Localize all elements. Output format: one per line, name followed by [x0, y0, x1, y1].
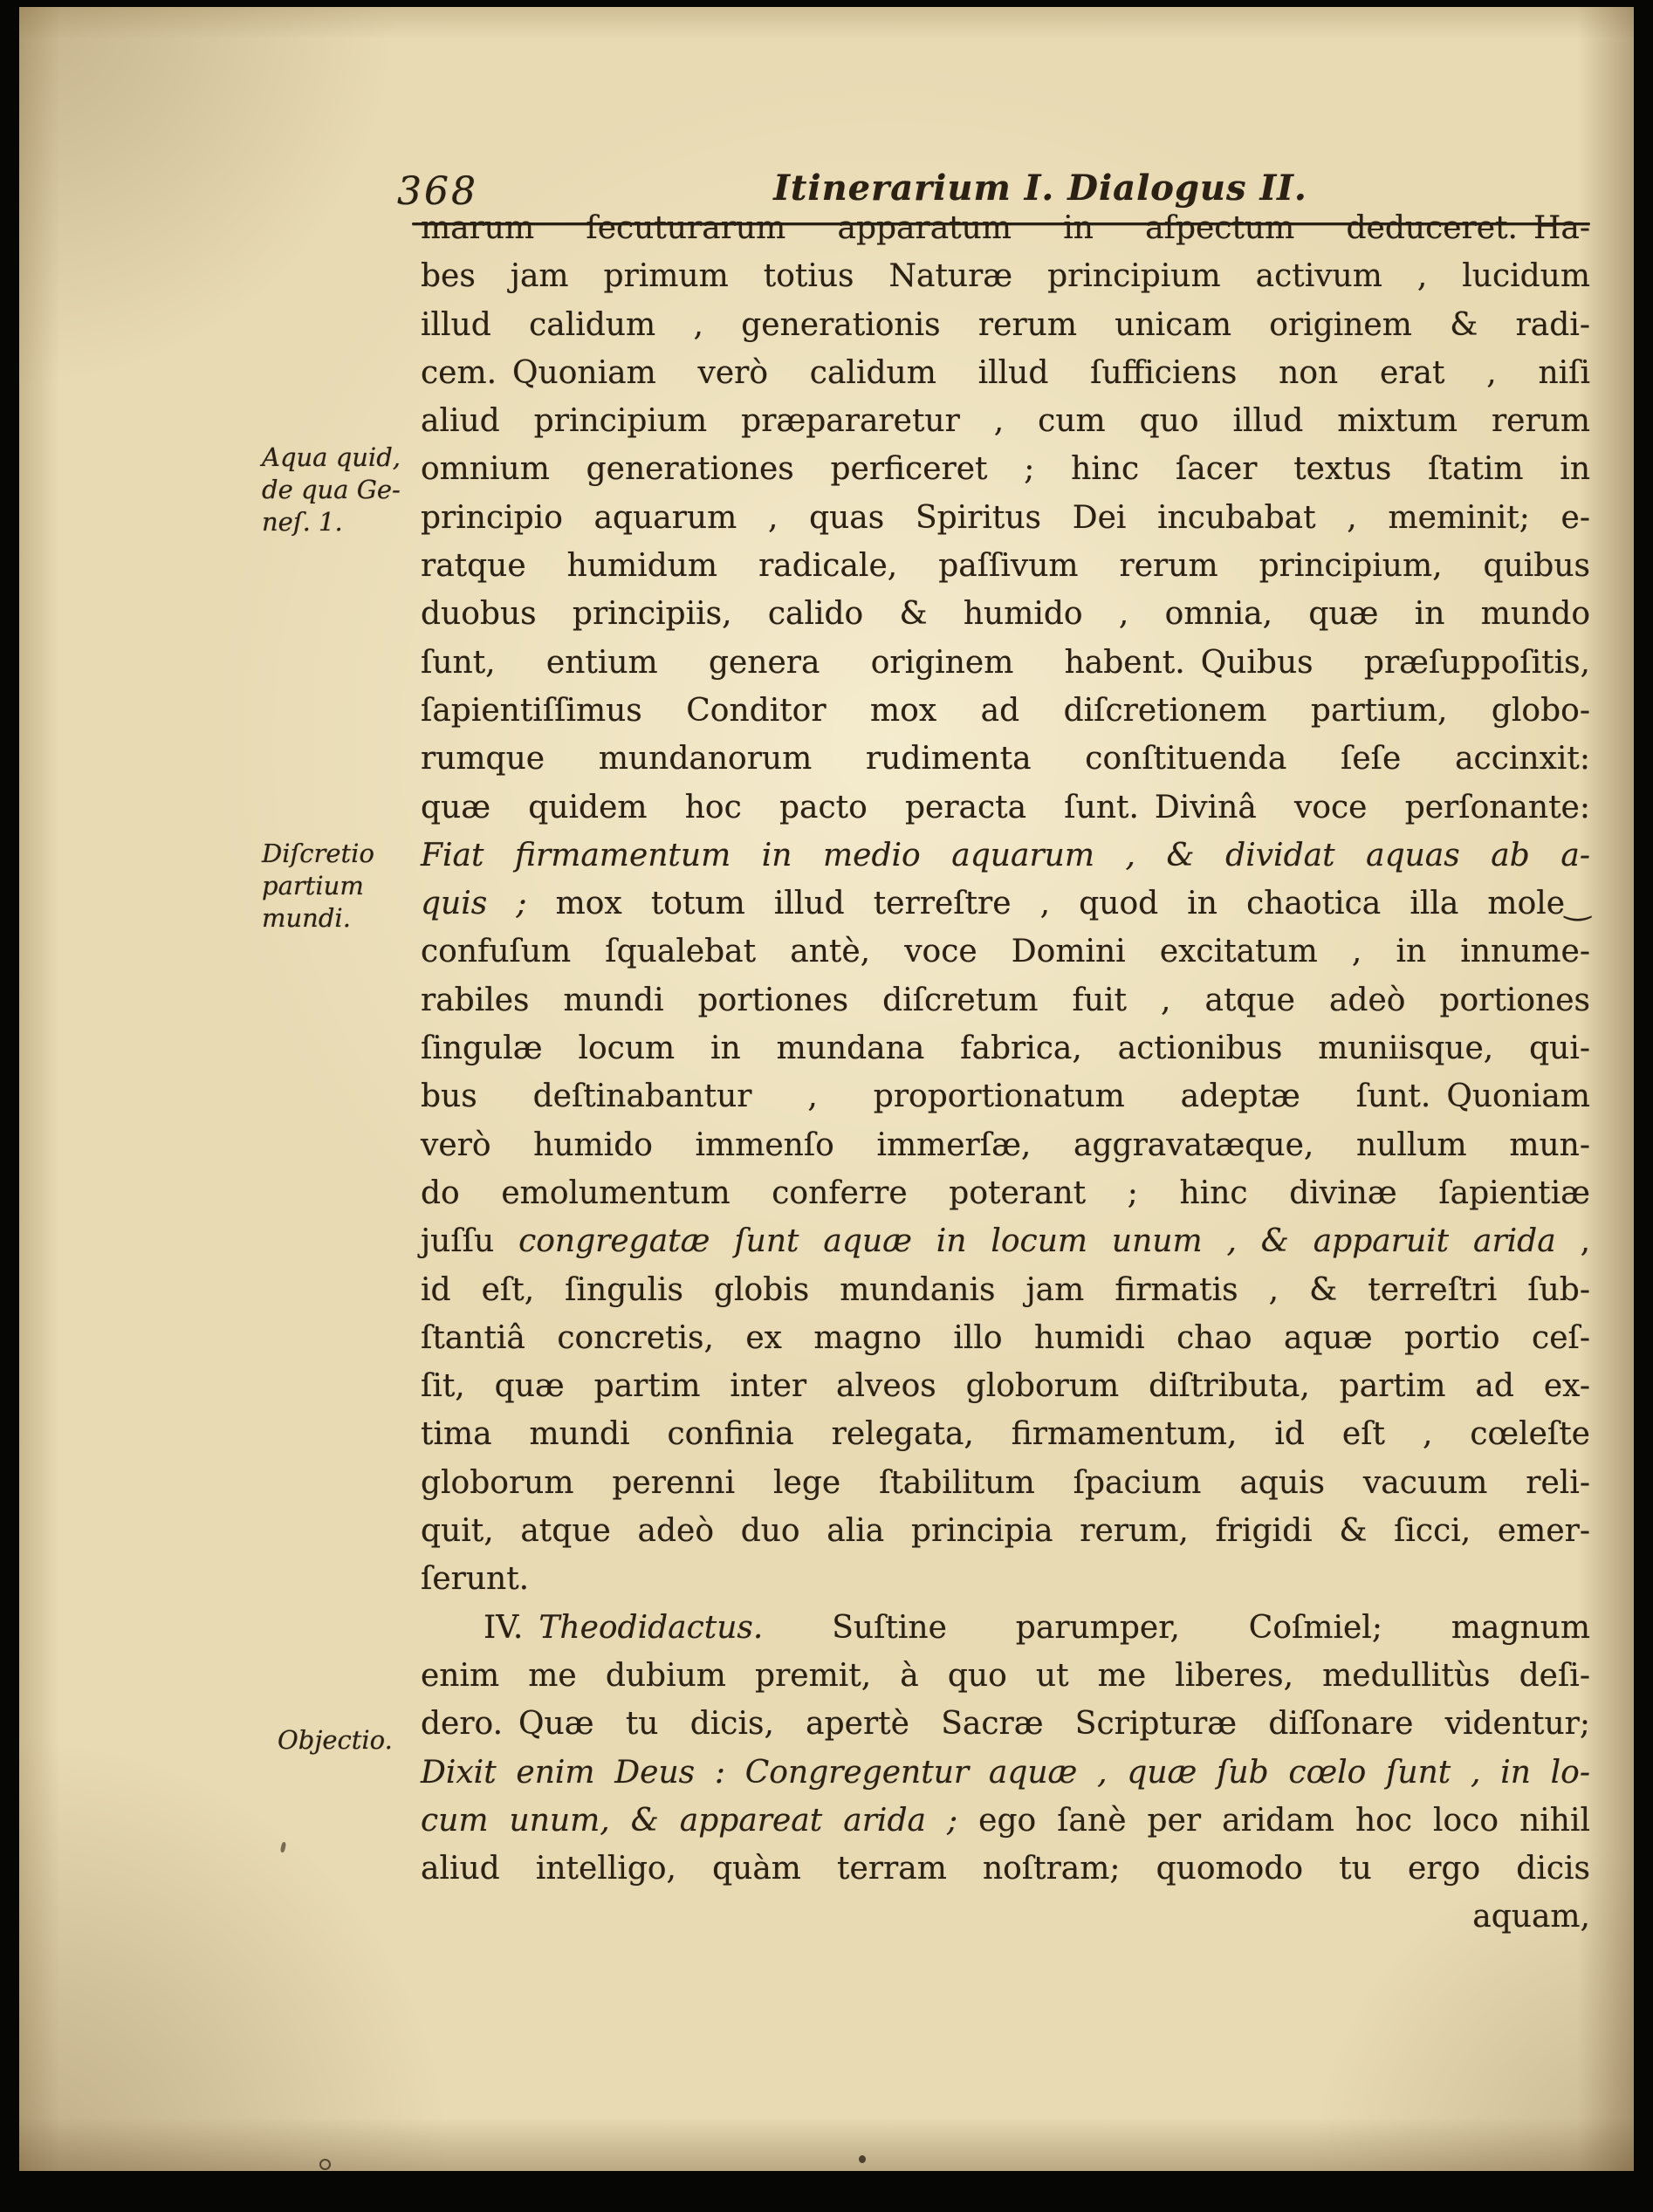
paper-speck: [280, 1842, 286, 1853]
italic-text-segment: Fiat firmamentum in medio aquarum , & dividat aquas ab a-: [421, 837, 1590, 873]
text-line: [421, 1652, 1590, 1700]
text-segment: id eſt, ſingulis globis mundanis jam firmatis , & terreſtri ſub-: [421, 1271, 1590, 1308]
margin-note-line: de qua Ge-: [262, 475, 401, 504]
text-segment: rabiles mundi portiones diſcretum fuit , atque adeò portiones: [421, 982, 1590, 1018]
margin-note-discretio-partium: [262, 838, 419, 935]
text-line: [421, 590, 1590, 638]
text-segment: confuſum ſqualebat antè, voce Domini excitatum , in innume-: [421, 934, 1590, 970]
text-line: [421, 1314, 1590, 1362]
text-segment: dero. Quæ tu dicis, apertè Sacræ Scripturæ diſſonare videntur;: [421, 1706, 1590, 1743]
text-segment: quit, atque adeò duo alia principia rerum, frigidi & ſicci, emer-: [421, 1513, 1590, 1550]
paper-speck: [859, 2155, 866, 2163]
text-segment: ſerunt.: [421, 1561, 530, 1598]
text-segment: ſunt, entium genera originem habent. Quibus præſuppoſitis,: [421, 644, 1590, 681]
italic-text-segment: congregatæ ſunt aquæ in locum unum , & apparuit arida: [518, 1223, 1556, 1260]
text-segment: ratque humidum radicale, paſſivum rerum principium, quibus: [421, 548, 1590, 585]
text-segment: bus deſtinabantur , proportionatum adeptæ ſunt. Quoniam: [421, 1079, 1590, 1115]
text-segment: do emolumentum conferre poterant ; hinc divinæ ſapientiæ: [421, 1174, 1590, 1211]
margin-note-line: Diſcretio: [262, 839, 374, 868]
text-segment: cem. Quoniam verò calidum illud ſufficiens non erat , niſi: [421, 354, 1590, 391]
text-line: [421, 1749, 1590, 1797]
text-segment: globorum perenni lege ſtabilitum ſpacium aquis vacuum reli-: [421, 1464, 1590, 1501]
text-segment: aliud principium præpararetur , cum quo illud mixtum rerum: [421, 403, 1590, 440]
text-segment: ſapientiſſimus Conditor mox ad diſcretionem partium, globo-: [421, 692, 1590, 729]
text-segment: ſit, quæ partim inter alveos globorum diſtributa, partim ad ex-: [421, 1368, 1590, 1405]
text-segment: juſſu: [421, 1223, 519, 1260]
text-line: [421, 1024, 1590, 1072]
text-line: [421, 1555, 1590, 1603]
text-line: [421, 880, 1590, 928]
text-line: [421, 784, 1590, 832]
text-line: [421, 445, 1590, 493]
text-segment: bes jam primum totius Naturæ principium activum , lucidum: [421, 258, 1590, 295]
text-line: [421, 1700, 1590, 1748]
text-segment: principio aquarum , quas Spiritus Dei incubabat , meminit; e-: [421, 499, 1590, 536]
text-line: [421, 1410, 1590, 1458]
text-segment: aquam,: [1472, 1899, 1590, 1935]
text-segment: ,: [1555, 1223, 1591, 1260]
text-line: [421, 1604, 1590, 1652]
text-segment: enim me dubium premit, à quo ut me liberes, medullitùs deſi-: [421, 1657, 1590, 1694]
text-line: [421, 301, 1590, 349]
text-line: [421, 639, 1590, 687]
text-line: [421, 204, 1590, 252]
text-line: [421, 1797, 1590, 1845]
text-line: [421, 1845, 1590, 1893]
margin-note-line: mundi.: [262, 903, 351, 933]
text-line: [421, 1266, 1590, 1314]
italic-text-segment: Theodidactus.: [538, 1609, 764, 1646]
text-line: [421, 349, 1590, 397]
page-scan: [19, 7, 1634, 2171]
text-segment: illud calidum , generationis rerum unicam originem & radi-: [421, 306, 1590, 343]
body-text: [421, 204, 1590, 1941]
italic-text-segment: cum unum, & appareat arida ;: [421, 1802, 958, 1839]
text-segment: ſtantiâ concretis, ex magno illo humidi chao aquæ portio ceſ-: [421, 1319, 1590, 1356]
text-line: [421, 928, 1590, 976]
text-segment: Suſtine parumper, Coſmiel; magnum: [763, 1609, 1590, 1646]
text-segment: duobus principiis, calido & humido , omnia, quæ in mundo: [421, 596, 1590, 633]
italic-text-segment: quis ;: [421, 886, 527, 922]
running-title: Itinerarium I. Dialogus II.: [773, 168, 1307, 209]
text-line: [421, 252, 1590, 300]
text-segment: mox totum illud terreſtre , quod in chaotica illa mole‿: [526, 886, 1590, 922]
paper-speck: [319, 2159, 331, 2170]
text-line: [421, 494, 1590, 542]
text-segment: verò humido immenſo immerſæ, aggravatæque, nullum mun-: [421, 1127, 1590, 1163]
text-line: [421, 1362, 1590, 1410]
text-segment: aliud intelligo, quàm terram noſtram; quomodo tu ergo dicis: [421, 1851, 1590, 1887]
margin-note-line: Objectio.: [278, 1725, 393, 1755]
text-segment: ego ſanè per aridam hoc loco nihil: [957, 1802, 1591, 1839]
text-line: [421, 1507, 1590, 1555]
margin-note-line: neſ. 1.: [262, 507, 343, 537]
text-segment: marum ſecuturarum apparatum in aſpectum deduceret. Ha-: [421, 210, 1590, 246]
text-line: [421, 976, 1590, 1024]
text-line: [421, 735, 1590, 783]
text-segment: omnium generationes perficeret ; hinc ſacer textus ſtatim in: [421, 451, 1590, 488]
margin-note-line: partium: [262, 871, 364, 901]
text-line: [421, 1072, 1590, 1120]
text-line: [421, 1169, 1590, 1217]
text-line: [421, 1121, 1590, 1169]
text-segment: quæ quidem hoc pacto peracta ſunt. Divinâ voce perſonante:: [421, 789, 1590, 825]
text-line: [421, 832, 1590, 880]
text-line: [421, 397, 1590, 445]
text-segment: tima mundi confinia relegata, firmamentum, id eſt , cœleſte: [421, 1416, 1590, 1453]
text-line: [421, 1459, 1590, 1507]
text-segment: ſingulæ locum in mundana fabrica, actionibus muniisque, qui-: [421, 1031, 1590, 1067]
text-line: [421, 1217, 1590, 1265]
italic-text-segment: Dixit enim Deus : Congregentur aquæ , quæ ſub cœlo ſunt , in lo-: [421, 1754, 1590, 1791]
margin-note-line: Aqua quid,: [262, 442, 401, 472]
text-segment: IV.: [484, 1609, 539, 1646]
margin-note-aqua-genesis: [262, 442, 419, 538]
text-segment: rumque mundanorum rudimenta conſtituenda ſeſe accinxit:: [421, 741, 1590, 777]
margin-note-objectio: [278, 1724, 435, 1757]
page-number: 368: [397, 169, 478, 214]
text-line: [421, 542, 1590, 590]
text-line: [421, 687, 1590, 735]
text-line: [421, 1893, 1590, 1941]
